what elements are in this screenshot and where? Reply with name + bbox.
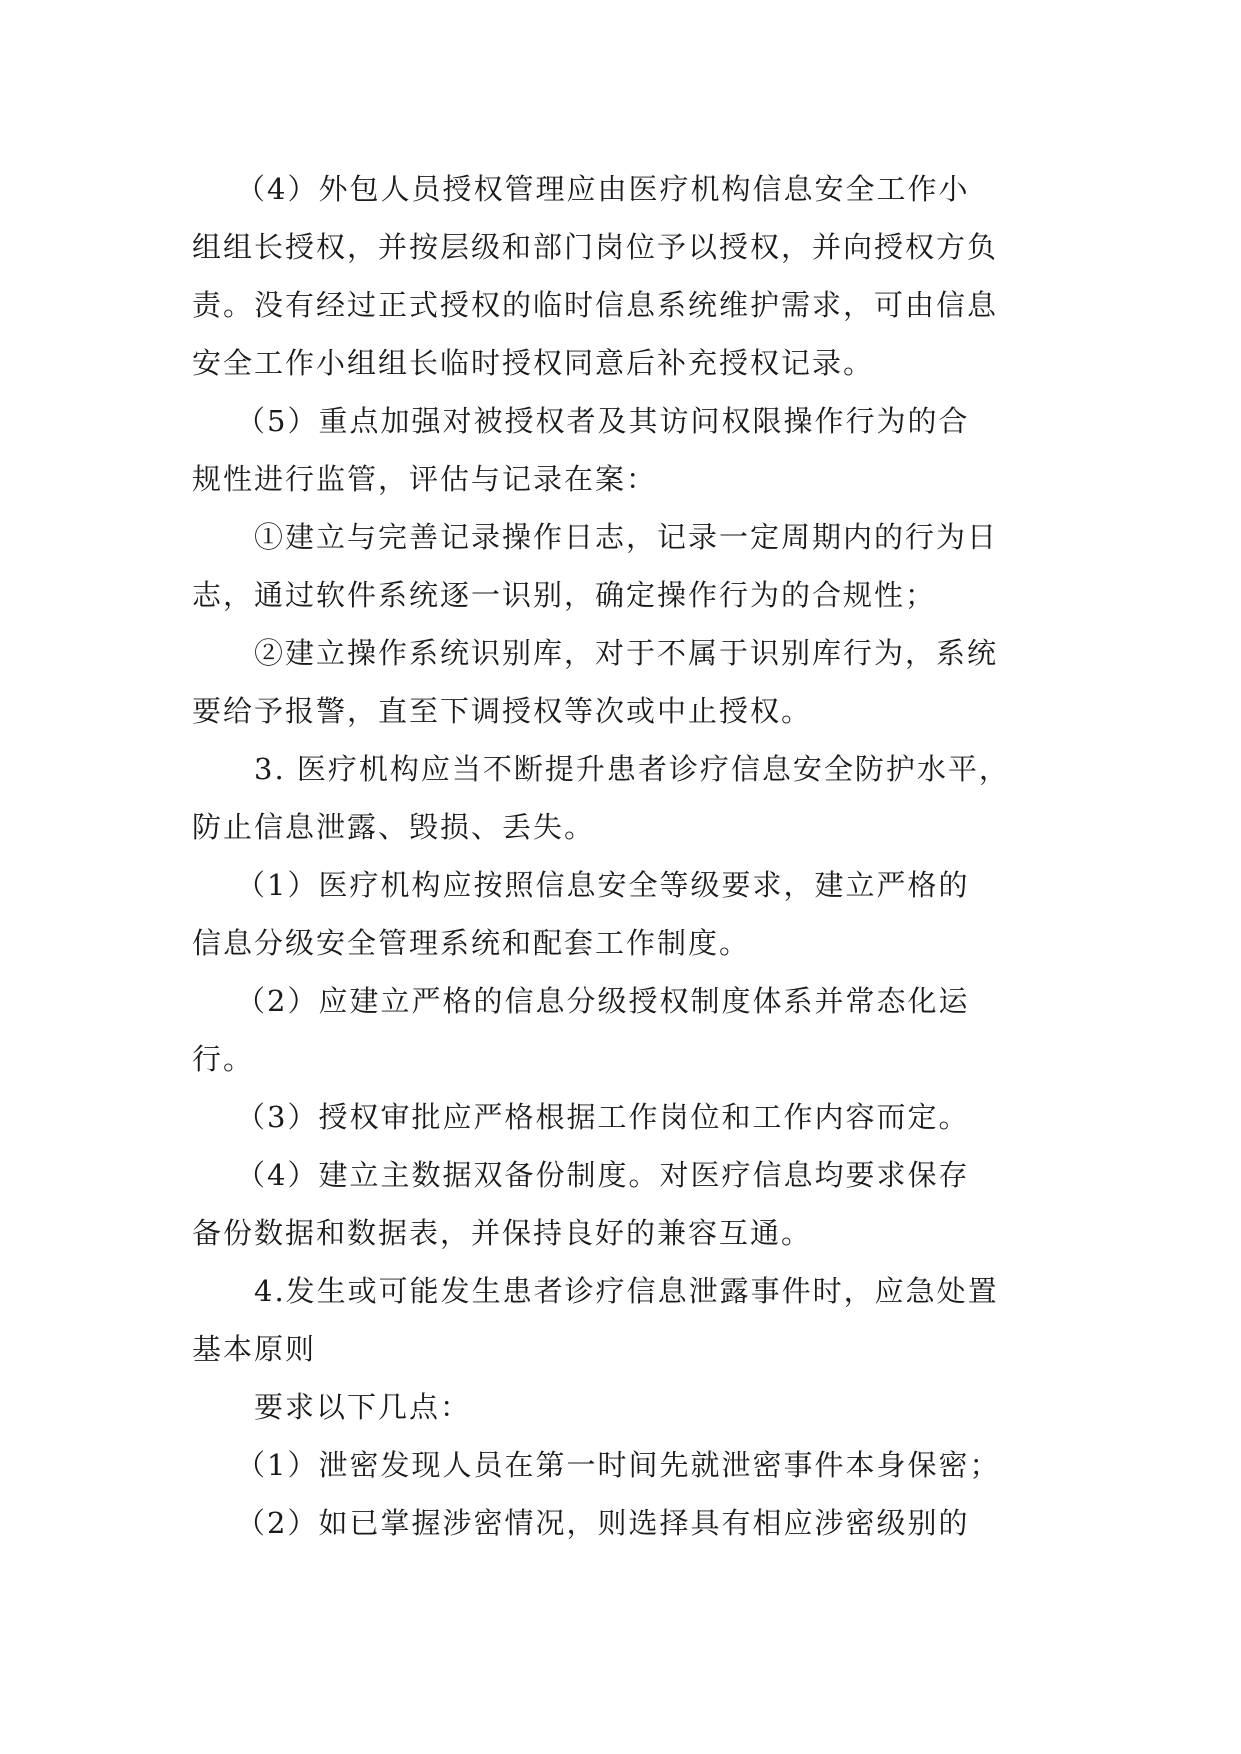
paragraph-line: 志，通过软件系统逐一识别，确定操作行为的合规性； bbox=[192, 578, 937, 612]
paragraph-line: 责。没有经过正式授权的临时信息系统维护需求，可由信息 bbox=[192, 288, 999, 322]
paragraph-line: （2）应建立严格的信息分级授权制度体系并常态化运 bbox=[236, 984, 970, 1018]
paragraph-line: 安全工作小组组长临时授权同意后补充授权记录。 bbox=[192, 346, 875, 380]
paragraph-line: ②建立操作系统识别库，对于不属于识别库行为，系统 bbox=[254, 636, 999, 670]
paragraph-line: 行。 bbox=[192, 1042, 255, 1076]
paragraph-line: 要求以下几点： bbox=[254, 1390, 472, 1424]
paragraph-line: （1）医疗机构应按照信息安全等级要求，建立严格的 bbox=[236, 868, 970, 902]
paragraph-line: （5）重点加强对被授权者及其访问权限操作行为的合 bbox=[236, 404, 970, 438]
paragraph-line: 规性进行监管，评估与记录在案： bbox=[192, 462, 658, 496]
paragraph-line: 要给予报警，直至下调授权等次或中止授权。 bbox=[192, 694, 813, 728]
paragraph-line: （4）建立主数据双备份制度。对医疗信息均要求保存 bbox=[236, 1158, 970, 1192]
paragraph-line: （1）泄密发现人员在第一时间先就泄密事件本身保密； bbox=[236, 1448, 1001, 1482]
paragraph-line: （4）外包人员授权管理应由医疗机构信息安全工作小 bbox=[236, 172, 970, 206]
paragraph-line: 4.发生或可能发生患者诊疗信息泄露事件时，应急处置 bbox=[254, 1274, 999, 1308]
paragraph-line: ①建立与完善记录操作日志，记录一定周期内的行为日 bbox=[254, 520, 999, 554]
paragraph-line: （3）授权审批应严格根据工作岗位和工作内容而定。 bbox=[236, 1100, 970, 1134]
paragraph-line: 基本原则 bbox=[192, 1332, 317, 1366]
paragraph-line: 组组长授权，并按层级和部门岗位予以授权，并向授权方负 bbox=[192, 230, 999, 264]
document-body bbox=[192, 160, 1052, 1552]
paragraph-line: 信息分级安全管理系统和配套工作制度。 bbox=[192, 926, 751, 960]
paragraph-line: 备份数据和数据表，并保持良好的兼容互通。 bbox=[192, 1216, 813, 1250]
paragraph-line: （2）如已掌握涉密情况，则选择具有相应涉密级别的 bbox=[236, 1506, 970, 1540]
paragraph-line: 3. 医疗机构应当不断提升患者诊疗信息安全防护水平， bbox=[254, 752, 1010, 786]
paragraph-line: 防止信息泄露、毁损、丢失。 bbox=[192, 810, 596, 844]
